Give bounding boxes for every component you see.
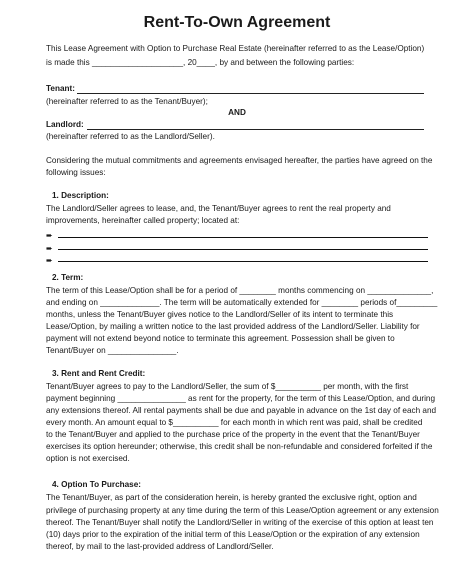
section-1-line-1: The Landlord/Seller agrees to lease, and, the Tenant/Buyer agrees to rent the real property and — [46, 204, 391, 213]
section-1-line-2: improvements, hereinafter called property; located at: — [46, 216, 240, 225]
arrow-bullet-icon: ➨ — [46, 256, 53, 265]
considering-line-1: Considering the mutual commitments and agreements envisaged hereafter, the parties have agreed on the — [46, 156, 433, 165]
arrow-bullet-icon: ➨ — [46, 231, 53, 240]
section-3-line-2: payment beginning _______________ as rent for the property, for the term of this Lease/Option, and during — [46, 394, 436, 403]
landlord-reference: (hereinafter referred to as the Landlord/Seller). — [46, 132, 215, 141]
section-2-line-4: Lease/Option, by mailing a written notice to the last provided address of the Landlord/Seller. Liability for — [46, 322, 420, 331]
section-4-heading: 4. Option To Purchase: — [52, 480, 142, 489]
section-4-line-1: The Tenant/Buyer, as part of the consideration herein, is hereby granted the exclusive right, option and — [46, 493, 417, 502]
intro-line-1: This Lease Agreement with Option to Purchase Real Estate (hereinafter referred to as the Lease/Option) — [46, 44, 425, 53]
section-3-line-7: option is not exercised. — [46, 454, 130, 463]
section-3-line-1: Tenant/Buyer agrees to pay to the Landlord/Seller, the sum of $__________ per month, with the first — [46, 382, 409, 391]
section-3-line-4: every month. An amount equal to $__________ for each month in which rent was paid, shall be credited — [46, 418, 423, 427]
landlord-label: Landlord: — [46, 120, 84, 129]
section-2-heading: 2. Term: — [52, 273, 84, 282]
arrow-bullet-icon: ➨ — [46, 244, 53, 253]
section-2-line-1: The term of this Lease/Option shall be for a period of ________ months commencing on ______________, — [46, 286, 434, 295]
section-3-line-3: any extensions thereof. All rental payments shall be due and payable in advance on the 1st day of each and — [46, 406, 437, 415]
landlord-name-line[interactable] — [87, 129, 424, 130]
section-3-line-6: exercises its option hereunder; otherwise, this credit shall be non-refundable and considered forfeited if the — [46, 442, 433, 451]
and-separator: AND — [228, 108, 246, 117]
considering-line-2: following issues: — [46, 168, 106, 177]
section-3-heading: 3. Rent and Rent Credit: — [52, 369, 146, 378]
section-4-line-5: thereof, by mail to the last-provided address of Landlord/Seller. — [46, 542, 274, 551]
address-line-3[interactable] — [58, 261, 428, 262]
section-4-line-3: thereof. The Tenant/Buyer shall notify the Landlord/Seller in writing of the exercise of this option at least ten — [46, 518, 434, 527]
section-3-line-5: to the Tenant/Buyer and applied to the purchase price of the property in the event that the Tenant/Buyer — [46, 430, 420, 439]
intro-line-2: is made this ____________________, 20____, by and between the following parties: — [46, 58, 355, 67]
section-2-line-5: payment will not extend beyond notice to terminate this agreement. Possession shall be given to — [46, 334, 395, 343]
section-2-line-6: Tenant/Buyer on _______________. — [46, 346, 179, 355]
section-2-line-3: months, unless the Tenant/Buyer gives notice to the Landlord/Seller of its intent to terminate this — [46, 310, 394, 319]
section-1-heading: 1. Description: — [52, 191, 109, 200]
address-line-1[interactable] — [58, 237, 428, 238]
address-line-2[interactable] — [58, 249, 428, 250]
section-4-line-4: (10) days prior to the expiration of the initial term of this Lease/Option or the expiration of any extension — [46, 530, 420, 539]
tenant-name-line[interactable] — [77, 93, 424, 94]
section-4-line-2: privilege of purchasing property at any time during the term of this Lease/Option agreement or any extension — [46, 506, 439, 515]
section-2-line-2: and ending on _____________. The term will be automatically extended for ________ periods of_________ — [46, 298, 438, 307]
tenant-label: Tenant: — [46, 84, 75, 93]
document-title: Rent-To-Own Agreement — [143, 14, 331, 31]
tenant-reference: (hereinafter referred to as the Tenant/Buyer); — [46, 97, 208, 106]
